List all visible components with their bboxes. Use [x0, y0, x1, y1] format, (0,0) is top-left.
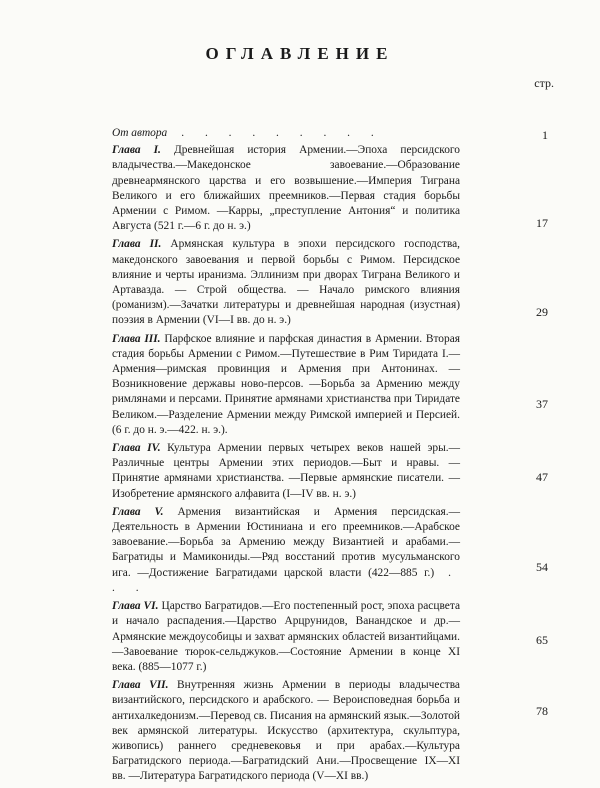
toc-entry-label: Глава II.: [112, 238, 162, 251]
toc-entry-text: Древнейшая история Армении.—Эпоха персидского владычества.—Македонское завоевание.—Образование древнеармянского царства и его возвышение.—Империя Тиграна Великого и его ближайших преемников.—Первая стадия борьбы Армении с Римом. —Карры, „преступление Антония“ и политика Августа (521 г.—6 г. до н. э.): [112, 144, 460, 233]
toc-entry-label: Глава I.: [112, 144, 161, 157]
toc-entry-text: Внутренняя жизнь Армении в периоды владычества византийского, персидского и арабского. — Вероисповедная борьба и антихалкедонизм.—Перевод св. Писания на армянский язык.—Золотой век армянской литературы. Искусство (архитектура, скульптура, живопись) раннего средневековья и при арабах.—Культура Багратидского периода.—Багратидский Ани.—Просвещение IX—XI вв. —Литература Багратидского периода (V—XI вв.): [112, 679, 460, 783]
toc-entry-chapter-4[interactable]: [112, 441, 460, 502]
toc-entry-author[interactable]: [112, 126, 460, 141]
toc-page-number: 65: [536, 633, 548, 647]
toc-entry-chapter-5[interactable]: [112, 505, 460, 596]
toc-entry-label: Глава V.: [112, 505, 164, 518]
toc-page-number: 47: [536, 470, 548, 484]
toc-page-number: 17: [536, 216, 548, 230]
toc-entry-chapter-2[interactable]: [112, 237, 460, 328]
toc-entry-label: Глава VII.: [112, 679, 169, 692]
toc-leader-dots: . . .: [112, 566, 460, 594]
toc-entry-text: Культура Армении первых четырех веков нашей эры.—Различные центры Армении этих периодов.—Быт и нравы. —Принятие армянами христианства. —Первые армянские писатели. —Изобретение армянского алфавита (I—IV вв. н. э.): [112, 442, 460, 500]
toc-entry-label: Глава VI.: [112, 600, 159, 613]
toc-entry-label: От автора: [112, 127, 168, 139]
toc-entry-text: Армения византийская и Армения персидская.— Деятельность в Армении Юстиниана и его преемников.—Арабское завоевание.—Борьба за Армению между Византией и арабами.—Багратиды и Мамикониды.—Ряд восстаний против мусульманского ига. —Достижение Багратидами царской власти (422—885 г.): [112, 505, 460, 579]
toc-page-number: 37: [536, 397, 548, 411]
toc-entry-chapter-6[interactable]: [112, 599, 460, 675]
toc-entry-chapter-7[interactable]: [112, 678, 460, 784]
toc-entry-label: Глава IV.: [112, 442, 161, 455]
table-of-contents: [112, 126, 460, 788]
toc-entry-text: Армянская культура в эпохи персидского господства, македонского завоевания и первой борьбы с Римом. Персидское влияние и черты иранизма. Эллинизм при дворах Тиграна Великого и Артавазда. — Строй общества. — Начало римского влияния (романизм).—Зачатки литературы и древнейшая народная (изустная) поэзия в Армении (VI—I вв. до н. э.): [112, 238, 460, 327]
page-column-header: стр.: [534, 76, 554, 90]
toc-entry-label: Глава III.: [112, 332, 161, 345]
toc-page-number: 29: [536, 305, 548, 319]
toc-entry-chapter-1[interactable]: [112, 143, 460, 234]
page-title: ОГЛАВЛЕНИЕ: [205, 44, 395, 63]
toc-entry-chapter-3[interactable]: [112, 332, 460, 438]
toc-page-number: 54: [536, 560, 548, 574]
toc-entry-text: Царство Багратидов.—Его постепенный рост, эпоха расцвета и начало распадения.—Царство Арцрунидов, Ванандское и др.—Армянские междоусобицы и захват армянских областей византийцами. —Завоевание тюрок-сельджуков.—Состояние Армении в конце XI века. (885—1077 г.): [112, 600, 460, 673]
toc-entry-text: Парфское влияние и парфская династия в Армении. Вторая стадия борьбы Армении с Римом.—Путешествие в Рим Тиридата I.—Армения—римская провинция и Армения при Антонинах. —Возникновение державы ново-персов. —Борьба за Армению между римлянами и персами. Принятие армянами христианства при Тиридате Великом.—Разделение Армении между Римской империей и Персией. (6 г. до н. э.—422. н. э.).: [112, 332, 460, 436]
toc-leader-dots: . . . . . . . . .: [181, 127, 383, 139]
toc-page-number: 1: [542, 128, 548, 142]
toc-page-number: 78: [536, 704, 548, 718]
